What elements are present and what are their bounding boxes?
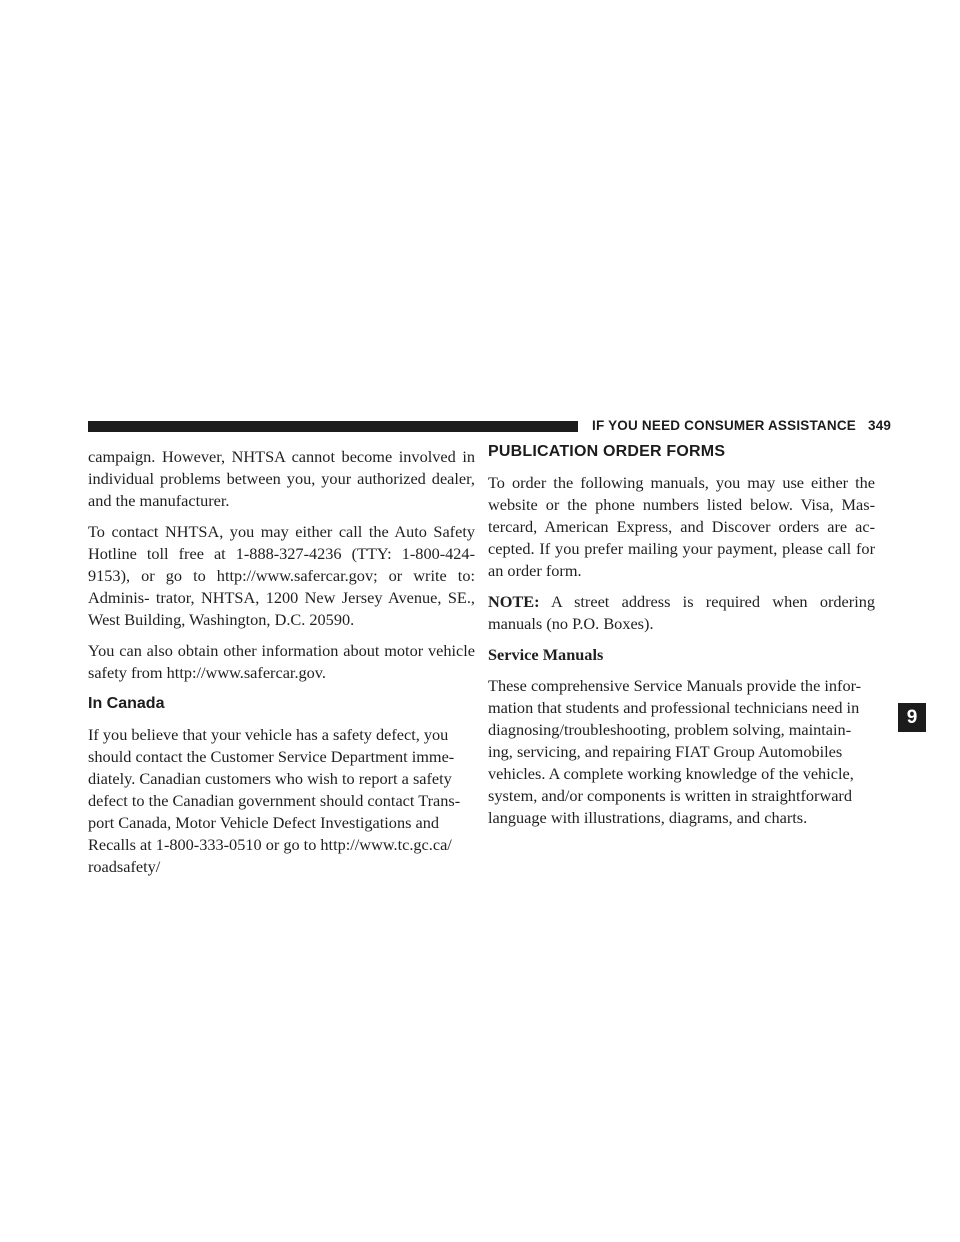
left-column [88, 446, 475, 887]
page-number: 349 [867, 418, 892, 433]
paragraph-safety-info: You can also obtain other information about motor vehicle safety from http://www.safercar.gov. [88, 641, 475, 682]
section-title: IF YOU NEED CONSUMER ASSISTANCE [592, 418, 856, 433]
heading-publication-order-forms: PUBLICATION ORDER FORMS [488, 443, 726, 460]
paragraph-contact-nhtsa: To contact NHTSA, you may either call the Auto Safety Hotline toll free at 1-888-327-4236 (TTY: 1-800-424- 9153), or go to http://www.safercar.gov; or write to: Adminis- trator, NHTSA, 1200 New Jersey Avenue, SE., West Building, Washington, D.C. 20590. [88, 522, 475, 629]
note-text: A street address is required when ordering manuals (no P.O. Boxes). [488, 592, 875, 633]
running-header [592, 418, 892, 433]
subheading-service-manuals: Service Manuals [488, 645, 604, 664]
paragraph-service-manuals: These comprehensive Service Manuals provide the infor- mation that students and professional technicians need in diagnosing/troubleshooting, problem solving, maintain- ing, servicing, and repairing FIAT Group Automobiles vehicles. A complete working knowledge of the vehicle, system, and/or components is written in straightforward language with illustrations, diagrams, and charts. [488, 676, 862, 827]
note-label: NOTE: [488, 592, 540, 611]
paragraph-canada: If you believe that your vehicle has a safety defect, you should contact the Customer Service Department imme- diately. Canadian customers who wish to report a safety defect to the Canadian government should contact Trans- port Canada, Motor Vehicle Defect Investigations and Recalls at 1-800-333-0510 or go to http://www.tc.gc.ca/ roadsafety/ [88, 725, 461, 876]
header-rule [88, 421, 578, 432]
note-paragraph [488, 591, 875, 635]
heading-in-canada: In Canada [88, 695, 165, 712]
chapter-tab: 9 [898, 703, 926, 732]
paragraph-order-manuals: To order the following manuals, you may use either the website or the phone numbers listed below. Visa, Mas- tercard, American Express, and Discover orders are ac- cepted. If you prefer mailing your payment, please call for an order form. [488, 473, 875, 580]
right-column [488, 441, 875, 838]
paragraph-campaign: campaign. However, NHTSA cannot become involved in individual problems between you, your authorized dealer, and the manufacturer. [88, 447, 475, 510]
